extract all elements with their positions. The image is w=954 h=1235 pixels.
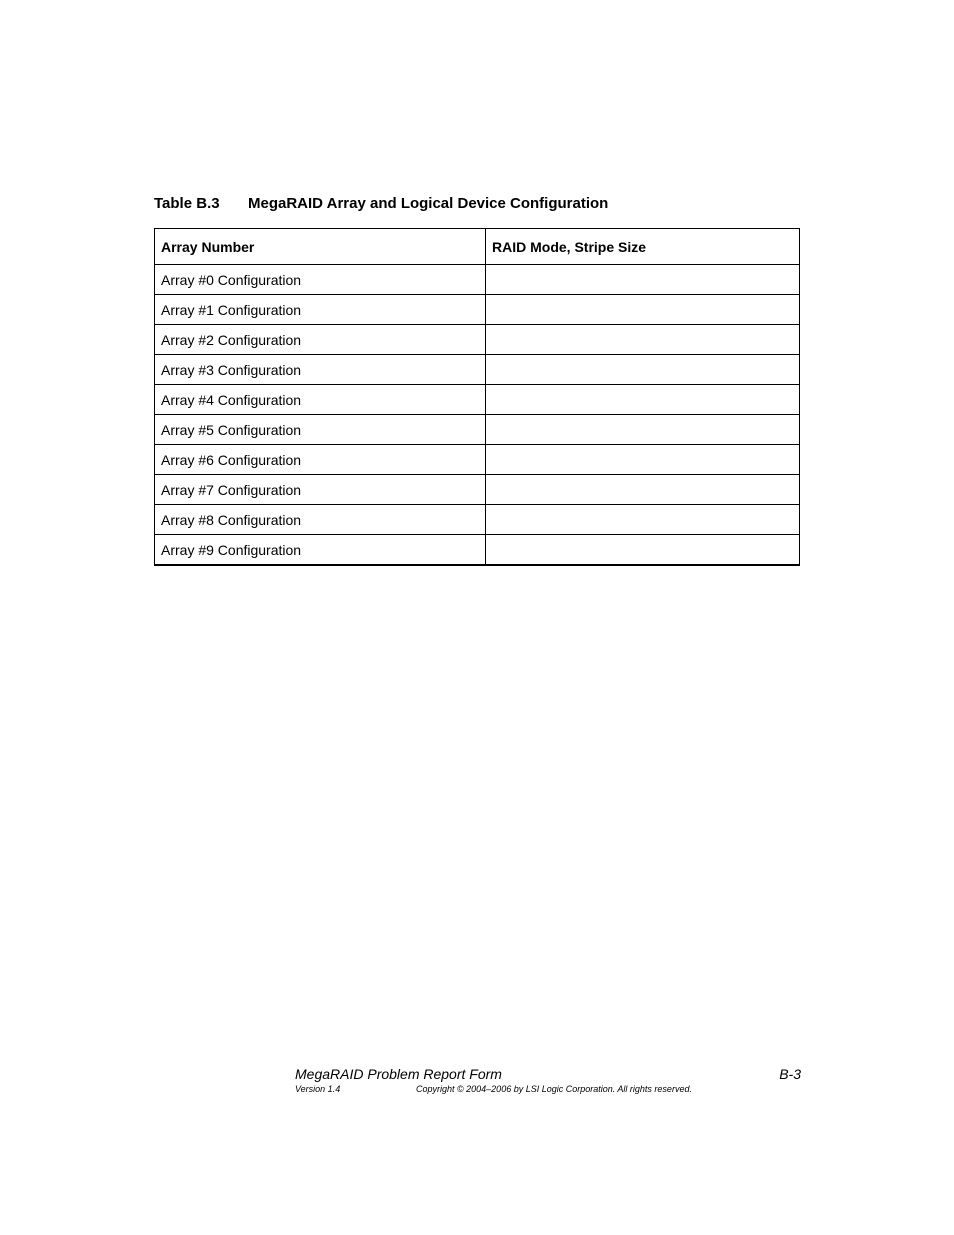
raid-mode-cell [486, 505, 800, 535]
raid-mode-cell [486, 535, 800, 566]
raid-mode-cell [486, 325, 800, 355]
footer-document-title: MegaRAID Problem Report Form [295, 1066, 502, 1082]
header-raid-mode-stripe-size: RAID Mode, Stripe Size [486, 229, 800, 265]
array-number-cell: Array #7 Configuration [155, 475, 486, 505]
table-title: MegaRAID Array and Logical Device Configuration [248, 195, 609, 212]
array-number-cell: Array #5 Configuration [155, 415, 486, 445]
array-number-cell: Array #4 Configuration [155, 385, 486, 415]
table-row [155, 475, 800, 505]
footer-version: Version 1.4 [295, 1084, 341, 1094]
table-row [155, 415, 800, 445]
table-row [155, 445, 800, 475]
array-configuration-table [154, 228, 800, 566]
array-number-cell: Array #3 Configuration [155, 355, 486, 385]
raid-mode-cell [486, 475, 800, 505]
array-number-cell: Array #6 Configuration [155, 445, 486, 475]
array-number-cell: Array #2 Configuration [155, 325, 486, 355]
table-row [155, 505, 800, 535]
array-number-cell: Array #9 Configuration [155, 535, 486, 566]
array-number-cell: Array #1 Configuration [155, 295, 486, 325]
raid-mode-cell [486, 265, 800, 295]
header-array-number: Array Number [155, 229, 486, 265]
raid-mode-cell [486, 385, 800, 415]
raid-mode-cell [486, 295, 800, 325]
raid-mode-cell [486, 415, 800, 445]
table-row [155, 385, 800, 415]
table-row [155, 295, 800, 325]
footer-copyright: Copyright © 2004–2006 by LSI Logic Corporation. All rights reserved. [416, 1084, 692, 1094]
array-number-cell: Array #0 Configuration [155, 265, 486, 295]
table-row [155, 355, 800, 385]
table-row [155, 265, 800, 295]
table-row [155, 325, 800, 355]
table-header-row [155, 229, 800, 265]
table-label: Table B.3 [154, 195, 220, 212]
table-caption [154, 195, 608, 212]
raid-mode-cell [486, 445, 800, 475]
raid-mode-cell [486, 355, 800, 385]
array-number-cell: Array #8 Configuration [155, 505, 486, 535]
table-row [155, 535, 800, 566]
footer-page-number: B-3 [779, 1066, 801, 1082]
